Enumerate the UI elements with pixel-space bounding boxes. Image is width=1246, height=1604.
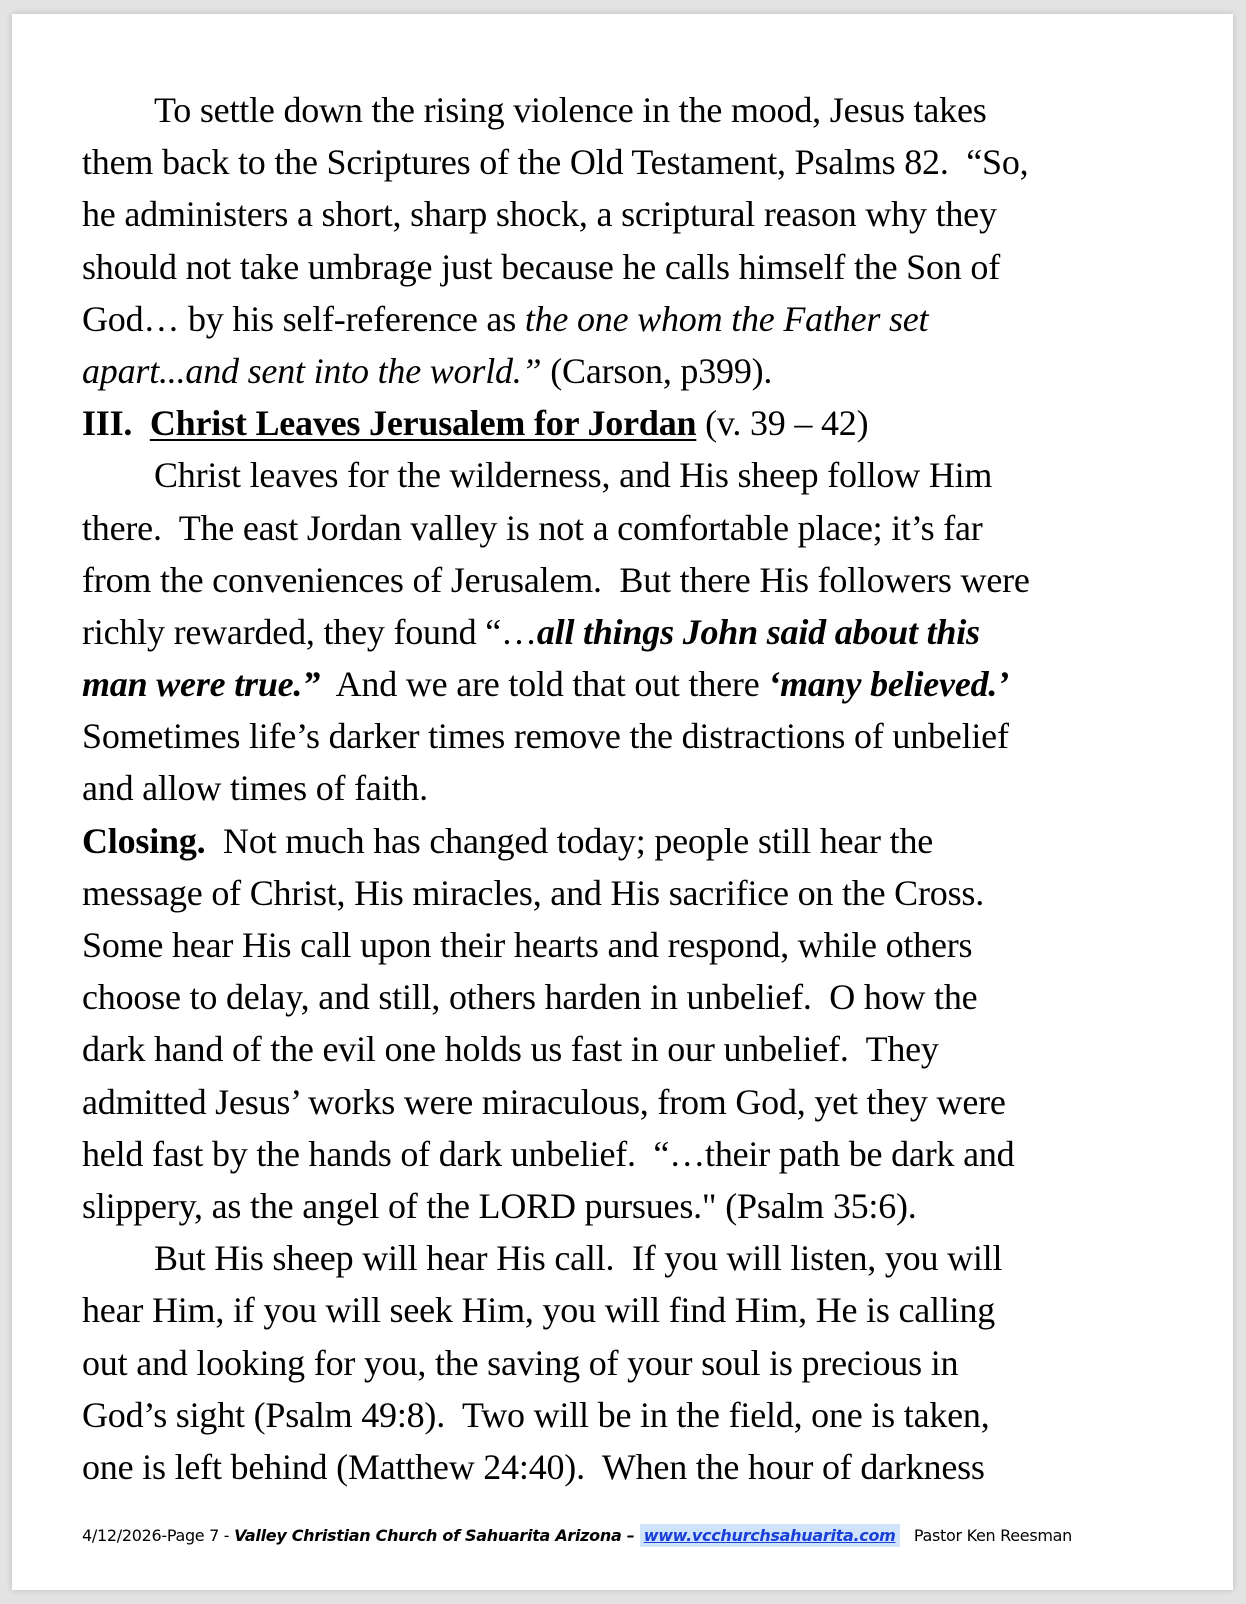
text-line: admitted Jesus’ works were miraculous, from God, yet they were — [82, 1081, 1006, 1122]
text-line: Closing. Not much has changed today; people still hear the — [82, 820, 934, 861]
quote-bold-italic: man were true.” — [82, 664, 321, 705]
text-line: slippery, as the angel of the LORD pursues." (Psalm 35:6). — [82, 1185, 917, 1226]
footer-organization: Valley Christian Church of Sahuarita Arizona – — [234, 1526, 640, 1545]
closing-label: Closing. — [82, 820, 206, 861]
quote-italic: the one whom the Father set — [524, 298, 929, 339]
citation: (Carson, p399). — [541, 350, 773, 391]
text-line: them back to the Scriptures of the Old Testament, Psalms 82. “So, — [82, 142, 1029, 183]
page-footer — [82, 1526, 1072, 1545]
document-page — [12, 14, 1233, 1590]
text-line: and allow times of faith. — [82, 768, 428, 809]
website-link[interactable]: www.vcchurchsahuarita.com — [640, 1524, 900, 1547]
text-line: To settle down the rising violence in the mood, Jesus takes — [154, 90, 987, 130]
text-line: But His sheep will hear His call. If you will listen, you will — [154, 1238, 1003, 1279]
text-line: richly rewarded, they found “…all things John said about this — [82, 611, 980, 652]
text-line: message of Christ, His miracles, and His sacrifice on the Cross. — [82, 872, 985, 913]
text-line: man were true.” And we are told that out there ‘many believed.’ — [82, 664, 1009, 705]
text-line: dark hand of the evil one holds us fast in our unbelief. They — [82, 1029, 939, 1070]
text-line: Sometimes life’s darker times remove the distractions of unbelief — [82, 716, 1009, 757]
text-line: from the conveniences of Jerusalem. But there His followers were — [82, 559, 1030, 600]
quote-italic: apart...and sent into the world.” — [82, 350, 542, 391]
text-line: Some hear His call upon their hearts and respond, while others — [82, 925, 973, 965]
text-line: God… by his self-reference as the one whom the Father set — [82, 298, 929, 339]
section-number: III. — [82, 403, 150, 444]
text-line: hear Him, if you will seek Him, you will find Him, He is calling — [82, 1290, 996, 1331]
text-line: one is left behind (Matthew 24:40). When the hour of darkness — [82, 1446, 985, 1487]
text-line: out and looking for you, the saving of your soul is precious in — [82, 1342, 959, 1383]
quote-bold-italic: all things John said about this — [536, 611, 980, 652]
section-heading — [82, 397, 1182, 449]
section-title: Christ Leaves Jerusalem for Jordan — [149, 403, 697, 444]
text-line: God’s sight (Psalm 49:8). Two will be in the field, one is taken, — [82, 1394, 990, 1435]
text-line — [82, 345, 1182, 397]
section-verses: (v. 39 – 42) — [696, 403, 869, 444]
text-line: choose to delay, and still, others harden in unbelief. O how the — [82, 977, 978, 1018]
text-line: there. The east Jordan valley is not a comfortable place; it’s far — [82, 507, 983, 548]
text-line: held fast by the hands of dark unbelief. “…their path be dark and — [82, 1133, 1015, 1174]
text-line: Christ leaves for the wilderness, and His sheep follow Him — [154, 455, 993, 496]
text-line: should not take umbrage just because he calls himself the Son of — [82, 246, 1000, 287]
text-line: he administers a short, sharp shock, a scriptural reason why they — [82, 194, 997, 235]
footer-pastor: Pastor Ken Reesman — [899, 1526, 1072, 1545]
document-body — [82, 84, 1182, 1493]
quote-bold-italic: ‘many believed.’ — [768, 664, 1009, 705]
footer-date-page: 4/12/2026-Page 7 - — [82, 1526, 235, 1545]
